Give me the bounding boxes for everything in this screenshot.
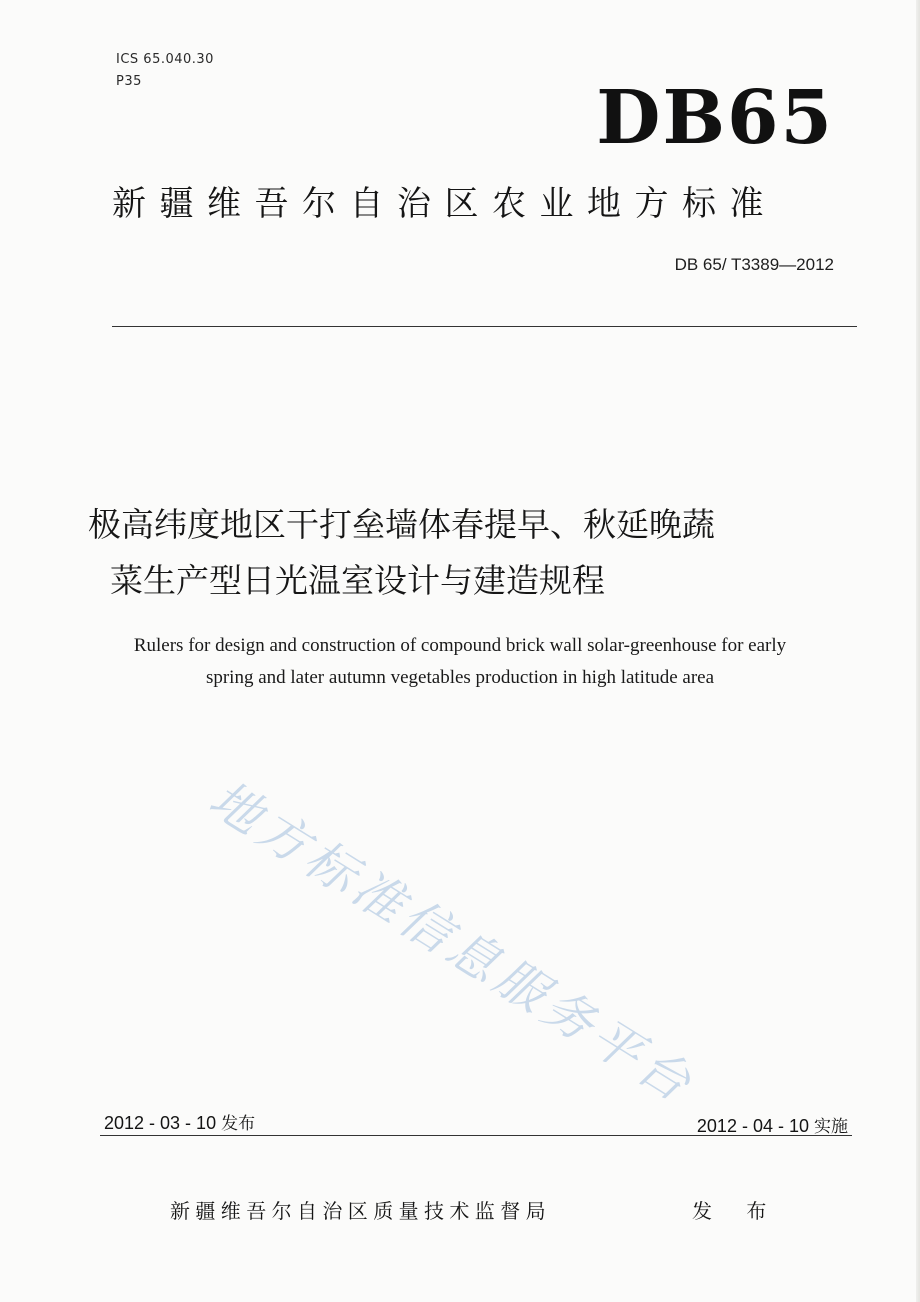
standard-category-title: 新疆维吾尔自治区农业地方标准 (112, 184, 777, 224)
publisher-name: 新疆维吾尔自治区质量技术监督局 (170, 1199, 551, 1223)
publish-label: 发 布 (692, 1199, 781, 1223)
top-divider (112, 326, 857, 327)
classification-codes (116, 49, 214, 93)
document-title-chinese (88, 497, 848, 609)
issue-date (104, 1109, 255, 1134)
title-cn-line-2: 菜生产型日光温室设计与建造规程 (110, 561, 605, 600)
implementation-date-value: 2012 - 04 - 10 (696, 1116, 809, 1136)
ccs-code: P35 (116, 74, 142, 89)
implementation-date (697, 1112, 848, 1137)
watermark: 地方标准信息服务平台 (199, 769, 706, 1116)
title-en-line-2: spring and later autumn vegetables production in high latitude area (205, 667, 715, 688)
scan-edge-shadow (916, 0, 920, 1302)
issue-date-value: 2012 - 03 - 10 (104, 1113, 217, 1133)
bottom-divider (100, 1135, 852, 1136)
document-title-english (80, 630, 840, 694)
issue-date-label: 发布 (221, 1114, 256, 1134)
title-cn-line-1: 极高纬度地区干打垒墙体春提早、秋延晚蔬 (88, 505, 715, 544)
title-en-line-1: Rulers for design and construction of compound brick wall solar-greenhouse for early (133, 635, 787, 656)
standard-number: DB 65/ T3389—2012 (674, 255, 834, 274)
implementation-date-label: 实施 (814, 1117, 848, 1137)
standard-code-logo: DB65 (596, 75, 834, 161)
ics-code: ICS 65.040.30 (116, 52, 214, 67)
